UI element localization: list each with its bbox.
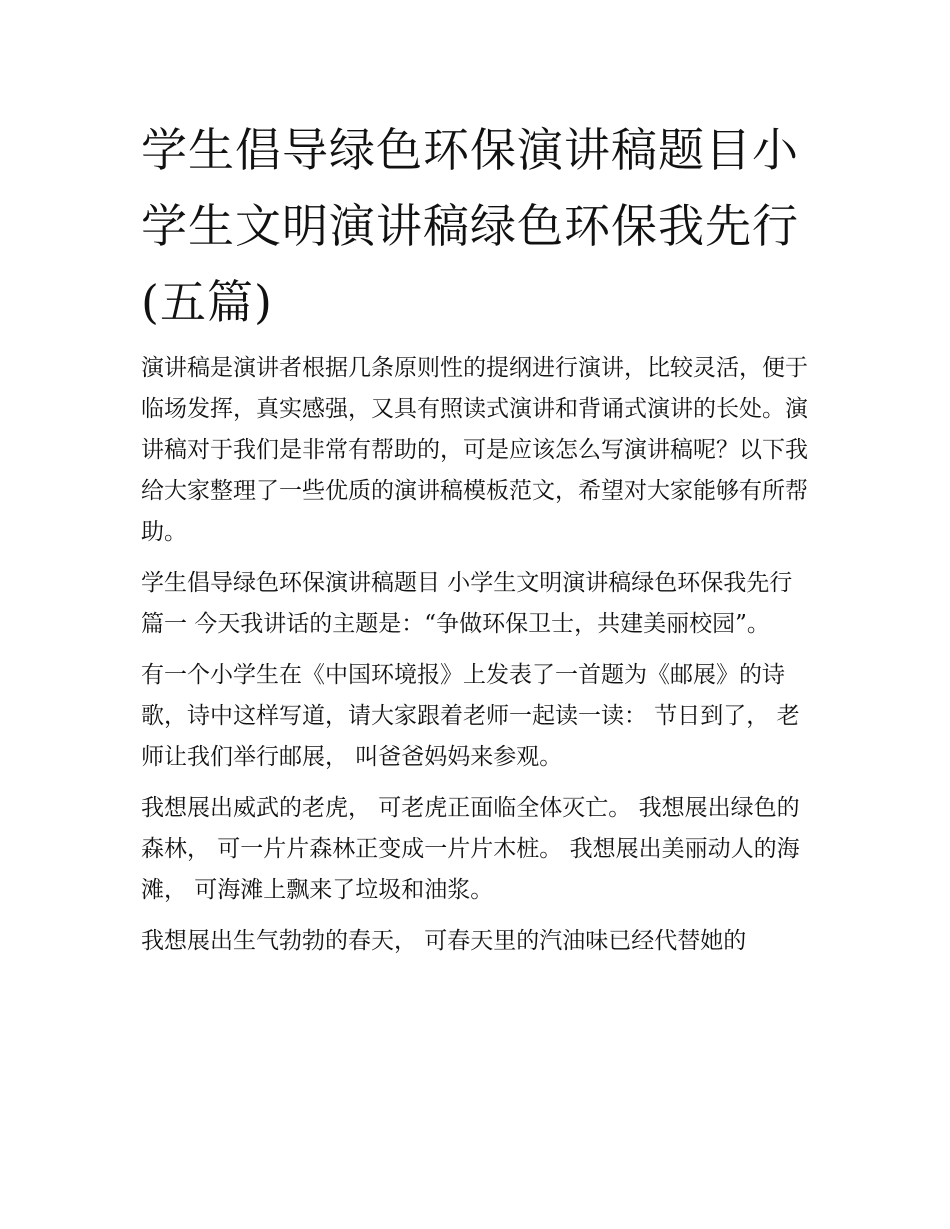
document-body xyxy=(141,112,813,972)
document-title: 学生倡导绿色环保演讲稿题目小学生文明演讲稿绿色环保我先行(五篇) xyxy=(141,123,799,329)
paragraph-poem-continued: 我想展出生气勃勃的春天， 可春天里的汽油味已经代替她的 xyxy=(141,928,747,954)
paragraph-speech-topic: 学生倡导绿色环保演讲稿题目 小学生文明演讲稿绿色环保我先行篇一 今天我讲话的主题是：“争做环保卫士，共建美丽校园”。 xyxy=(141,570,793,637)
paragraph-intro: 演讲稿是演讲者根据几条原则性的提纲进行演讲，比较灵活，便于临场发挥，真实感强，又具有照读式演讲和背诵式演讲的长处。演讲稿对于我们是非常有帮助的，可是应该怎么写演讲稿呢？以下我给大家整理了一些优质的演讲稿模板范文，希望对大家能够有所帮助。 xyxy=(141,355,808,545)
paragraph-poem-intro: 有一个小学生在《中国环境报》上发表了一首题为《邮展》的诗歌，诗中这样写道，请大家跟着老师一起读一读： 节日到了， 老师让我们举行邮展， 叫爸爸妈妈来参观。 xyxy=(141,662,800,770)
paragraph-poem-verse: 我想展出威武的老虎， 可老虎正面临全体灭亡。 我想展出绿色的森林， 可一片片森林正变成一片片木桩。 我想展出美丽动人的海滩， 可海滩上飘来了垃圾和油浆。 xyxy=(141,795,800,903)
